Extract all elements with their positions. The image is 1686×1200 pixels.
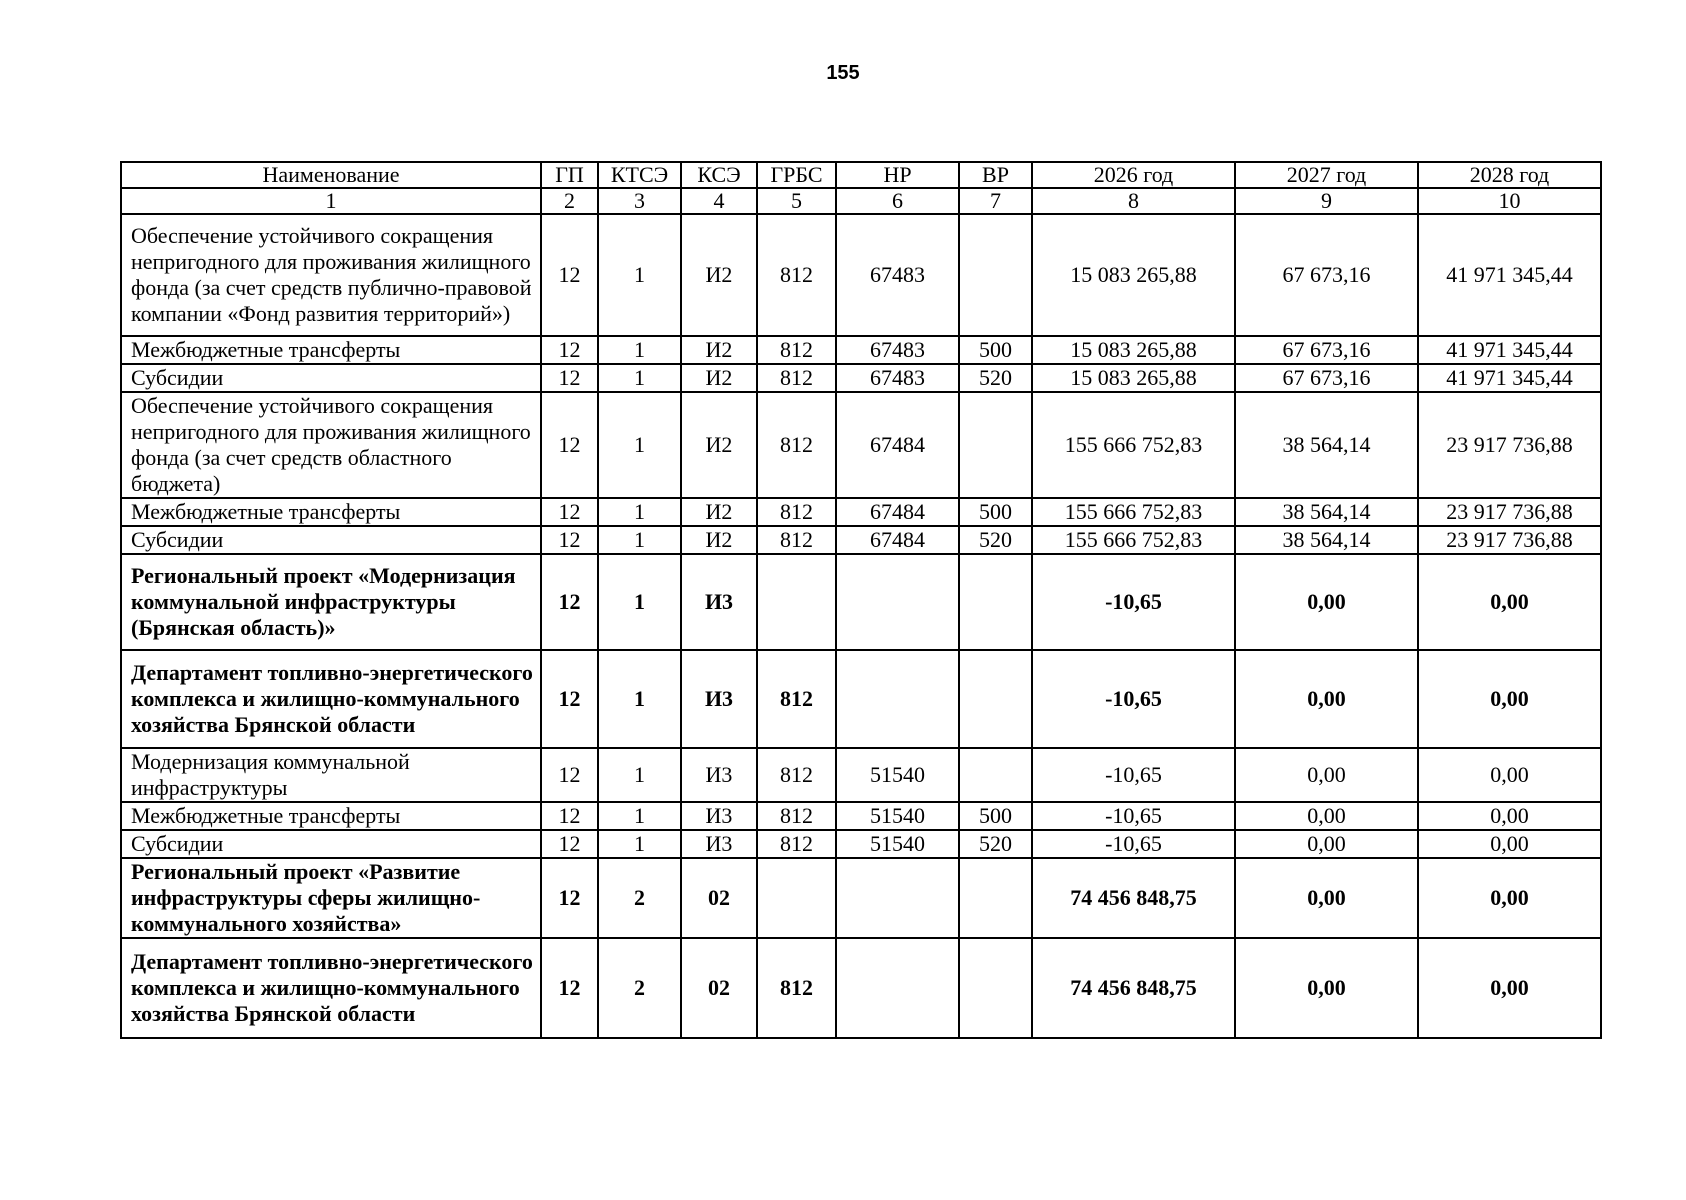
vr-cell: 500	[959, 498, 1032, 526]
gp-cell: 12	[541, 938, 598, 1038]
nr-cell: 67484	[836, 392, 959, 498]
nr-cell: 51540	[836, 748, 959, 802]
nr-cell: 67484	[836, 498, 959, 526]
kse-cell: И2	[681, 498, 757, 526]
kse-cell: И3	[681, 650, 757, 748]
vr-cell: 520	[959, 364, 1032, 392]
grbs-cell: 812	[757, 802, 836, 830]
column-number: 9	[1235, 188, 1418, 214]
vr-cell	[959, 748, 1032, 802]
column-number: 7	[959, 188, 1032, 214]
row-name-cell: Региональный проект «Модернизация коммунальной инфраструктуры (Брянская область)»	[121, 554, 541, 650]
amount-2028-cell: 23 917 736,88	[1418, 392, 1601, 498]
gp-cell: 12	[541, 364, 598, 392]
table-row	[121, 830, 1601, 858]
col-header-gp: ГП	[541, 162, 598, 188]
row-name-cell: Региональный проект «Развитие инфраструктуры сферы жилищно-коммунального хозяйства»	[121, 858, 541, 938]
nr-cell: 67484	[836, 526, 959, 554]
gp-cell: 12	[541, 526, 598, 554]
page-number: 155	[826, 62, 860, 84]
grbs-cell: 812	[757, 830, 836, 858]
amount-2026-cell: 15 083 265,88	[1032, 336, 1235, 364]
table-row	[121, 526, 1601, 554]
column-number: 6	[836, 188, 959, 214]
col-header-ktse: КТСЭ	[598, 162, 681, 188]
table-row	[121, 858, 1601, 938]
amount-2026-cell: 155 666 752,83	[1032, 498, 1235, 526]
gp-cell: 12	[541, 858, 598, 938]
col-header-kse: КСЭ	[681, 162, 757, 188]
amount-2027-cell: 0,00	[1235, 554, 1418, 650]
column-number: 2	[541, 188, 598, 214]
row-name-cell: Субсидии	[121, 830, 541, 858]
grbs-cell	[757, 858, 836, 938]
column-number: 10	[1418, 188, 1601, 214]
amount-2028-cell: 0,00	[1418, 650, 1601, 748]
column-number: 8	[1032, 188, 1235, 214]
ktse-cell: 1	[598, 650, 681, 748]
ktse-cell: 1	[598, 830, 681, 858]
grbs-cell: 812	[757, 748, 836, 802]
grbs-cell: 812	[757, 938, 836, 1038]
table-row	[121, 392, 1601, 498]
vr-cell: 500	[959, 802, 1032, 830]
col-header-vr: ВР	[959, 162, 1032, 188]
nr-cell: 67483	[836, 364, 959, 392]
amount-2027-cell: 0,00	[1235, 748, 1418, 802]
amount-2027-cell: 0,00	[1235, 830, 1418, 858]
kse-cell: 02	[681, 858, 757, 938]
amount-2027-cell: 0,00	[1235, 650, 1418, 748]
gp-cell: 12	[541, 802, 598, 830]
row-name-cell: Модернизация коммунальной инфраструктуры	[121, 748, 541, 802]
amount-2027-cell: 67 673,16	[1235, 214, 1418, 336]
nr-cell	[836, 858, 959, 938]
vr-cell	[959, 392, 1032, 498]
gp-cell: 12	[541, 498, 598, 526]
grbs-cell: 812	[757, 364, 836, 392]
kse-cell: И3	[681, 830, 757, 858]
amount-2026-cell: -10,65	[1032, 554, 1235, 650]
nr-cell: 67483	[836, 336, 959, 364]
vr-cell	[959, 650, 1032, 748]
kse-cell: И3	[681, 802, 757, 830]
amount-2028-cell: 41 971 345,44	[1418, 336, 1601, 364]
table-row	[121, 214, 1601, 336]
kse-cell: И2	[681, 336, 757, 364]
ktse-cell: 2	[598, 858, 681, 938]
grbs-cell: 812	[757, 214, 836, 336]
kse-cell: И2	[681, 364, 757, 392]
amount-2026-cell: 155 666 752,83	[1032, 392, 1235, 498]
amount-2028-cell: 0,00	[1418, 938, 1601, 1038]
gp-cell: 12	[541, 554, 598, 650]
amount-2026-cell: -10,65	[1032, 830, 1235, 858]
amount-2028-cell: 23 917 736,88	[1418, 498, 1601, 526]
amount-2027-cell: 0,00	[1235, 938, 1418, 1038]
vr-cell	[959, 858, 1032, 938]
column-number: 4	[681, 188, 757, 214]
amount-2026-cell: 74 456 848,75	[1032, 858, 1235, 938]
col-header-nr: НР	[836, 162, 959, 188]
vr-cell	[959, 938, 1032, 1038]
column-number: 1	[121, 188, 541, 214]
col-header-grbs: ГРБС	[757, 162, 836, 188]
grbs-cell	[757, 554, 836, 650]
table-row	[121, 748, 1601, 802]
row-name-cell: Субсидии	[121, 526, 541, 554]
kse-cell: 02	[681, 938, 757, 1038]
amount-2027-cell: 0,00	[1235, 802, 1418, 830]
amount-2027-cell: 67 673,16	[1235, 364, 1418, 392]
amount-2028-cell: 0,00	[1418, 830, 1601, 858]
column-number-row	[121, 188, 1601, 214]
amount-2027-cell: 38 564,14	[1235, 526, 1418, 554]
nr-cell	[836, 650, 959, 748]
grbs-cell: 812	[757, 526, 836, 554]
nr-cell: 51540	[836, 802, 959, 830]
amount-2027-cell: 38 564,14	[1235, 498, 1418, 526]
gp-cell: 12	[541, 214, 598, 336]
kse-cell: И2	[681, 392, 757, 498]
amount-2027-cell: 38 564,14	[1235, 392, 1418, 498]
table-row	[121, 498, 1601, 526]
gp-cell: 12	[541, 650, 598, 748]
amount-2028-cell: 23 917 736,88	[1418, 526, 1601, 554]
nr-cell: 67483	[836, 214, 959, 336]
gp-cell: 12	[541, 748, 598, 802]
kse-cell: И2	[681, 526, 757, 554]
column-number: 3	[598, 188, 681, 214]
amount-2027-cell: 0,00	[1235, 858, 1418, 938]
header-row	[121, 162, 1601, 188]
ktse-cell: 1	[598, 498, 681, 526]
col-header-name: Наименование	[121, 162, 541, 188]
table-row	[121, 554, 1601, 650]
ktse-cell: 1	[598, 748, 681, 802]
amount-2026-cell: -10,65	[1032, 802, 1235, 830]
ktse-cell: 1	[598, 214, 681, 336]
table-row	[121, 802, 1601, 830]
amount-2028-cell: 0,00	[1418, 802, 1601, 830]
vr-cell	[959, 554, 1032, 650]
vr-cell: 520	[959, 526, 1032, 554]
col-header-2027: 2027 год	[1235, 162, 1418, 188]
col-header-2026: 2026 год	[1032, 162, 1235, 188]
row-name-cell: Субсидии	[121, 364, 541, 392]
amount-2026-cell: -10,65	[1032, 650, 1235, 748]
column-number: 5	[757, 188, 836, 214]
ktse-cell: 1	[598, 526, 681, 554]
table-row	[121, 650, 1601, 748]
table-row	[121, 364, 1601, 392]
gp-cell: 12	[541, 392, 598, 498]
table-row	[121, 336, 1601, 364]
ktse-cell: 1	[598, 802, 681, 830]
col-header-2028: 2028 год	[1418, 162, 1601, 188]
kse-cell: И2	[681, 214, 757, 336]
kse-cell: И3	[681, 554, 757, 650]
grbs-cell: 812	[757, 650, 836, 748]
amount-2026-cell: 74 456 848,75	[1032, 938, 1235, 1038]
row-name-cell: Межбюджетные трансферты	[121, 498, 541, 526]
row-name-cell: Межбюджетные трансферты	[121, 802, 541, 830]
vr-cell: 520	[959, 830, 1032, 858]
nr-cell: 51540	[836, 830, 959, 858]
amount-2026-cell: -10,65	[1032, 748, 1235, 802]
row-name-cell: Департамент топливно-энергетического комплекса и жилищно-коммунального хозяйства Брянской области	[121, 938, 541, 1038]
gp-cell: 12	[541, 830, 598, 858]
amount-2026-cell: 15 083 265,88	[1032, 214, 1235, 336]
kse-cell: И3	[681, 748, 757, 802]
ktse-cell: 1	[598, 554, 681, 650]
amount-2027-cell: 67 673,16	[1235, 336, 1418, 364]
row-name-cell: Обеспечение устойчивого сокращения непригодного для проживания жилищного фонда (за счет средств областного бюджета)	[121, 392, 541, 498]
row-name-cell: Межбюджетные трансферты	[121, 336, 541, 364]
ktse-cell: 1	[598, 364, 681, 392]
table-row	[121, 938, 1601, 1038]
row-name-cell: Обеспечение устойчивого сокращения непригодного для проживания жилищного фонда (за счет средств публично-правовой компании «Фонд развития территорий»)	[121, 214, 541, 336]
grbs-cell: 812	[757, 336, 836, 364]
nr-cell	[836, 938, 959, 1038]
nr-cell	[836, 554, 959, 650]
amount-2026-cell: 15 083 265,88	[1032, 364, 1235, 392]
grbs-cell: 812	[757, 392, 836, 498]
row-name-cell: Департамент топливно-энергетического комплекса и жилищно-коммунального хозяйства Брянской области	[121, 650, 541, 748]
grbs-cell: 812	[757, 498, 836, 526]
amount-2028-cell: 41 971 345,44	[1418, 214, 1601, 336]
budget-table	[120, 161, 1602, 1039]
vr-cell	[959, 214, 1032, 336]
amount-2028-cell: 0,00	[1418, 554, 1601, 650]
ktse-cell: 2	[598, 938, 681, 1038]
ktse-cell: 1	[598, 336, 681, 364]
amount-2028-cell: 0,00	[1418, 748, 1601, 802]
gp-cell: 12	[541, 336, 598, 364]
amount-2026-cell: 155 666 752,83	[1032, 526, 1235, 554]
amount-2028-cell: 41 971 345,44	[1418, 364, 1601, 392]
ktse-cell: 1	[598, 392, 681, 498]
amount-2028-cell: 0,00	[1418, 858, 1601, 938]
vr-cell: 500	[959, 336, 1032, 364]
